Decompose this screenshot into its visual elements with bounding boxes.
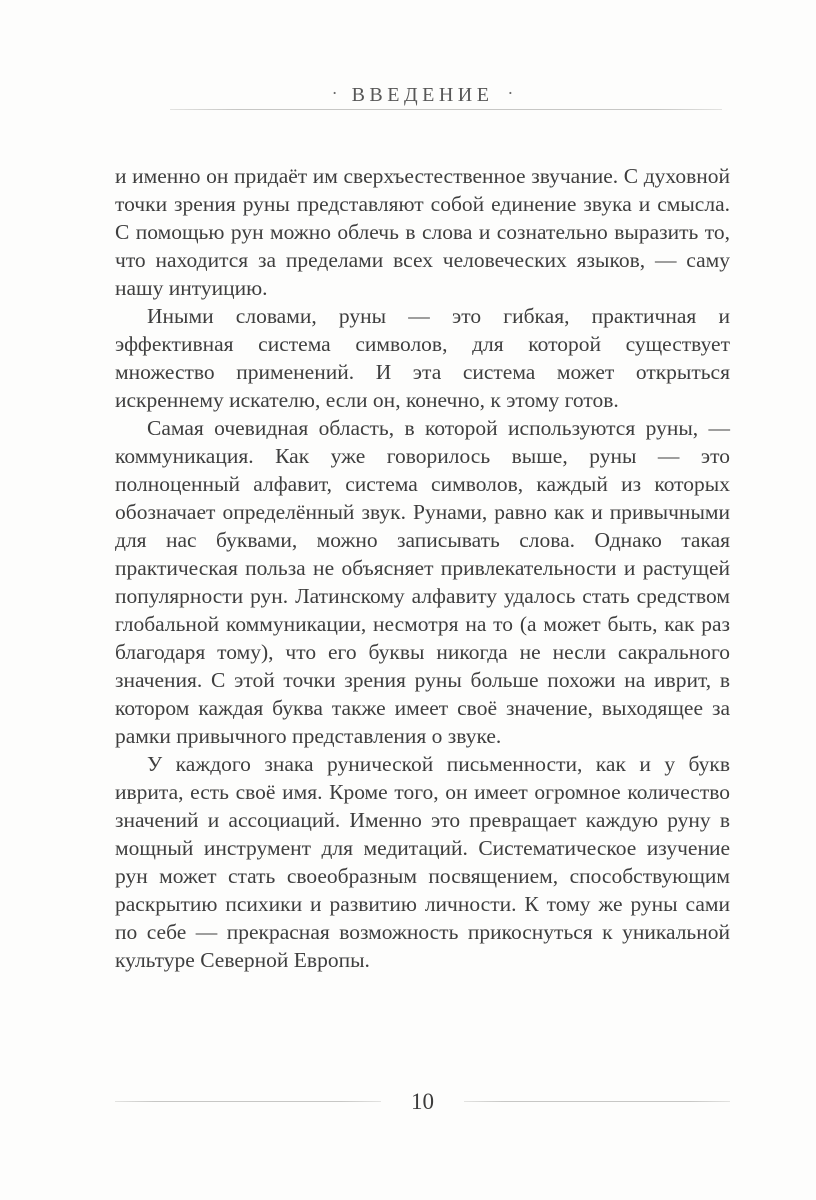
paragraph-continuation: и именно он придаёт им сверхъестественное звучание. С духовной точки зрения руны представляют собой единение звука и смысла. С помощью рун можно облечь в слова и сознательно выразить то, что находится за пределами всех человеческих языков, — саму нашу интуицию. (115, 164, 730, 300)
paragraph: У каждого знака рунической письменности, как и у букв иврита, есть своё имя. Кроме того, он имеет огромное количество значений и ассоциаций. Именно это превращает каждую руну в мощный инструмент для медитаций. Систематическое изучение рун может стать своеобразным посвящением, способствующим раскрытию психики и развитию личности. К тому же руны сами по себе — прекрасная возможность прикоснуться к уникальной культуре Северной Европы. (115, 752, 730, 972)
running-header (115, 84, 730, 107)
page-number: 10 (411, 1089, 434, 1114)
footer-rule-left (115, 1101, 381, 1102)
page-footer (115, 1090, 730, 1113)
page-body (115, 162, 730, 974)
footer-rule-right (464, 1101, 730, 1102)
header-left-dot-ornament: · (331, 83, 338, 103)
chapter-title: ВВЕДЕНИЕ (351, 84, 494, 106)
header-rule-divider (170, 109, 722, 110)
paragraph: Самая очевидная область, в которой используются руны, — коммуникация. Как уже говорилось выше, руны — это полноценный алфавит, система символов, каждый из которых обозначает определённый звук. Рунами, равно как и привычными для нас буквами, можно записывать слова. Однако такая практическая польза не объясняет привлекательности и растущей популярности рун. Латинскому алфавиту удалось стать средством глобальной коммуникации, несмотря на то (а может быть, как раз благодаря тому), что его буквы никогда не несли сакрального значения. С этой точки зрения руны больше похожи на иврит, в котором каждая буква также имеет своё значение, выходящее за рамки привычного представления о звуке. (115, 416, 730, 748)
header-right-dot-ornament: · (507, 83, 514, 103)
paragraph: Иными словами, руны — это гибкая, практичная и эффективная система символов, для которой существует множество применений. И эта система может открыться искреннему искателю, если он, конечно, к этому готов. (115, 304, 730, 412)
